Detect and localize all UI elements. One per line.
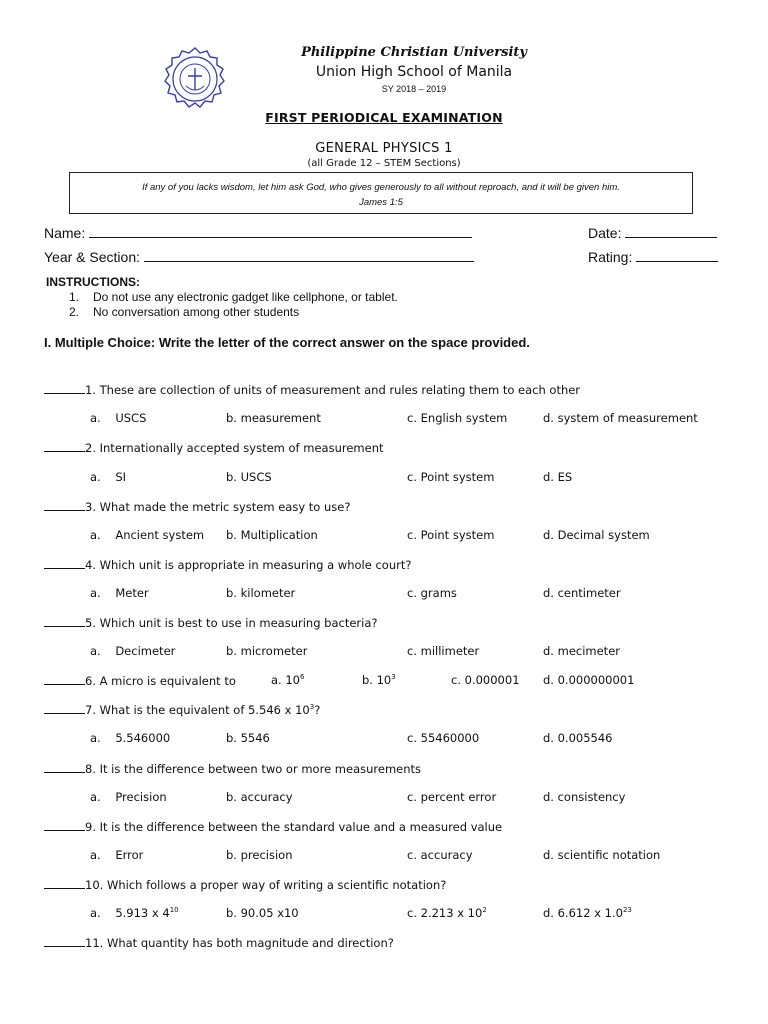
year-section-label: Year & Section: — [44, 249, 140, 265]
option-b: b. USCS — [226, 470, 272, 484]
question-text: 11. What quantity has both magnitude and direction? — [85, 936, 394, 950]
answer-blank[interactable] — [44, 702, 85, 714]
question-text: 3. What made the metric system easy to use? — [85, 500, 351, 514]
school-year: SY 2018 – 2019 — [381, 84, 447, 94]
option-a: a. 5.546000 — [90, 731, 171, 745]
option-d: d. 0.000000001 — [543, 673, 635, 687]
option-c: c. millimeter — [407, 644, 480, 658]
option-d: d. Decimal system — [543, 528, 650, 542]
question-11 — [44, 935, 394, 950]
answer-blank[interactable] — [44, 440, 85, 452]
question-text: 4. Which unit is appropriate in measuring a whole court? — [85, 558, 412, 572]
name-line[interactable] — [89, 225, 472, 238]
question-3 — [44, 499, 350, 514]
answer-blank[interactable] — [44, 382, 85, 394]
question-7: 7. What is the equivalent of 5.546 x $10^3$? — [44, 702, 320, 717]
instructions-heading: INSTRUCTIONS: — [46, 275, 140, 289]
question-6 — [44, 673, 236, 688]
bible-verse-box — [69, 172, 693, 214]
instruction-item — [69, 305, 299, 319]
option-c: c. Point system — [407, 528, 495, 542]
question-8 — [44, 761, 421, 776]
date-line[interactable] — [625, 225, 717, 238]
answer-blank[interactable] — [44, 673, 85, 685]
option-a: a. USCS — [90, 411, 147, 425]
sections-note: (all Grade 12 – STEM Sections) — [307, 158, 461, 169]
instruction-text: No conversation among other students — [93, 305, 300, 319]
exam-title: FIRST PERIODICAL EXAMINATION — [265, 110, 503, 125]
question-text: 2. Internationally accepted system of measurement — [85, 441, 384, 455]
instruction-text: Do not use any electronic gadget like cellphone, or tablet. — [93, 290, 398, 304]
question-1 — [44, 382, 580, 397]
answer-blank[interactable] — [44, 615, 85, 627]
date-label: Date: — [588, 225, 622, 241]
instruction-item — [69, 290, 398, 304]
option-c: c. English system — [407, 411, 508, 425]
answer-blank[interactable] — [44, 557, 85, 569]
part1-heading: I. Multiple Choice: Write the letter of the correct answer on the space provided. — [44, 335, 530, 350]
question-5 — [44, 615, 378, 630]
verse-reference: James 1:5 — [359, 197, 403, 208]
verse-text: If any of you lacks wisdom, let him ask God, who gives generously to all without reproach, and it will be given him. — [142, 182, 620, 193]
option-a: a. SI — [90, 470, 127, 484]
option-c: c. Point system — [407, 470, 495, 484]
question-2 — [44, 440, 384, 455]
option-d: d. centimeter — [543, 586, 621, 600]
option-b: b. 5546 — [226, 731, 270, 745]
question-text: 10. Which follows a proper way of writing a scientific notation? — [85, 878, 447, 892]
option-c: c. 55460000 — [407, 731, 480, 745]
option-d: d. 6.612 x $1.0^{23}$ — [543, 906, 632, 920]
subject-title: GENERAL PHYSICS 1 — [315, 141, 453, 156]
question-text: 5. Which unit is best to use in measuring bacteria? — [85, 616, 378, 630]
school-name: Union High School of Manila — [315, 64, 513, 80]
rating-label: Rating: — [588, 249, 633, 265]
option-a: a. Decimeter — [90, 644, 176, 658]
option-b: b. measurement — [226, 411, 321, 425]
option-d: d. system of measurement — [543, 411, 698, 425]
option-b: b. kilometer — [226, 586, 296, 600]
question-text: 6. A micro is equivalent to — [85, 674, 236, 688]
option-d: d. consistency — [543, 790, 626, 804]
option-a: a. 5.913 x $4^{10}$ — [90, 906, 179, 920]
year-section-field[interactable] — [44, 249, 474, 265]
name-label: Name: — [44, 225, 86, 241]
question-text: 8. It is the difference between two or more measurements — [85, 762, 422, 776]
option-c: c. 0.000001 — [451, 673, 520, 687]
option-b: b. 90.05 x10 — [226, 906, 299, 920]
year-section-line[interactable] — [144, 249, 474, 262]
answer-blank[interactable] — [44, 935, 85, 947]
option-d: d. ES — [543, 470, 573, 484]
option-b: b. accuracy — [226, 790, 293, 804]
option-a: a. Ancient system — [90, 528, 205, 542]
option-b: b. $10^3$ — [362, 673, 396, 687]
answer-blank[interactable] — [44, 877, 85, 889]
option-c: c. 2.213 x $10^2$ — [407, 906, 487, 920]
name-field[interactable] — [44, 225, 472, 241]
answer-blank[interactable] — [44, 761, 85, 773]
option-c: c. accuracy — [407, 848, 473, 862]
option-c: c. percent error — [407, 790, 497, 804]
option-a: a. $10^6$ — [271, 673, 305, 687]
question-9 — [44, 819, 502, 834]
instruction-number: 1. — [69, 290, 80, 304]
option-b: b. precision — [226, 848, 293, 862]
option-d: d. 0.005546 — [543, 731, 613, 745]
option-a: a. Meter — [90, 586, 149, 600]
option-a: a. Error — [90, 848, 144, 862]
question-10 — [44, 877, 446, 892]
question-text: 1. These are collection of units of measurement and rules relating them to each other — [85, 383, 581, 397]
option-d: d. mecimeter — [543, 644, 620, 658]
rating-field[interactable] — [588, 249, 718, 265]
option-b: b. micrometer — [226, 644, 308, 658]
question-text: 7. What is the equivalent of 5.546 x 10 — [85, 703, 310, 717]
university-name: Philippine Christian University — [301, 45, 527, 60]
question-text: 9. It is the difference between the standard value and a measured value — [85, 820, 503, 834]
option-d: d. scientific notation — [543, 848, 661, 862]
option-a: a. Precision — [90, 790, 167, 804]
rating-line[interactable] — [636, 249, 718, 262]
answer-blank[interactable] — [44, 819, 85, 831]
instruction-number: 2. — [69, 305, 80, 319]
option-b: b. Multiplication — [226, 528, 318, 542]
option-c: c. grams — [407, 586, 457, 600]
date-field[interactable] — [588, 225, 717, 241]
question-4 — [44, 557, 411, 572]
answer-blank[interactable] — [44, 499, 85, 511]
